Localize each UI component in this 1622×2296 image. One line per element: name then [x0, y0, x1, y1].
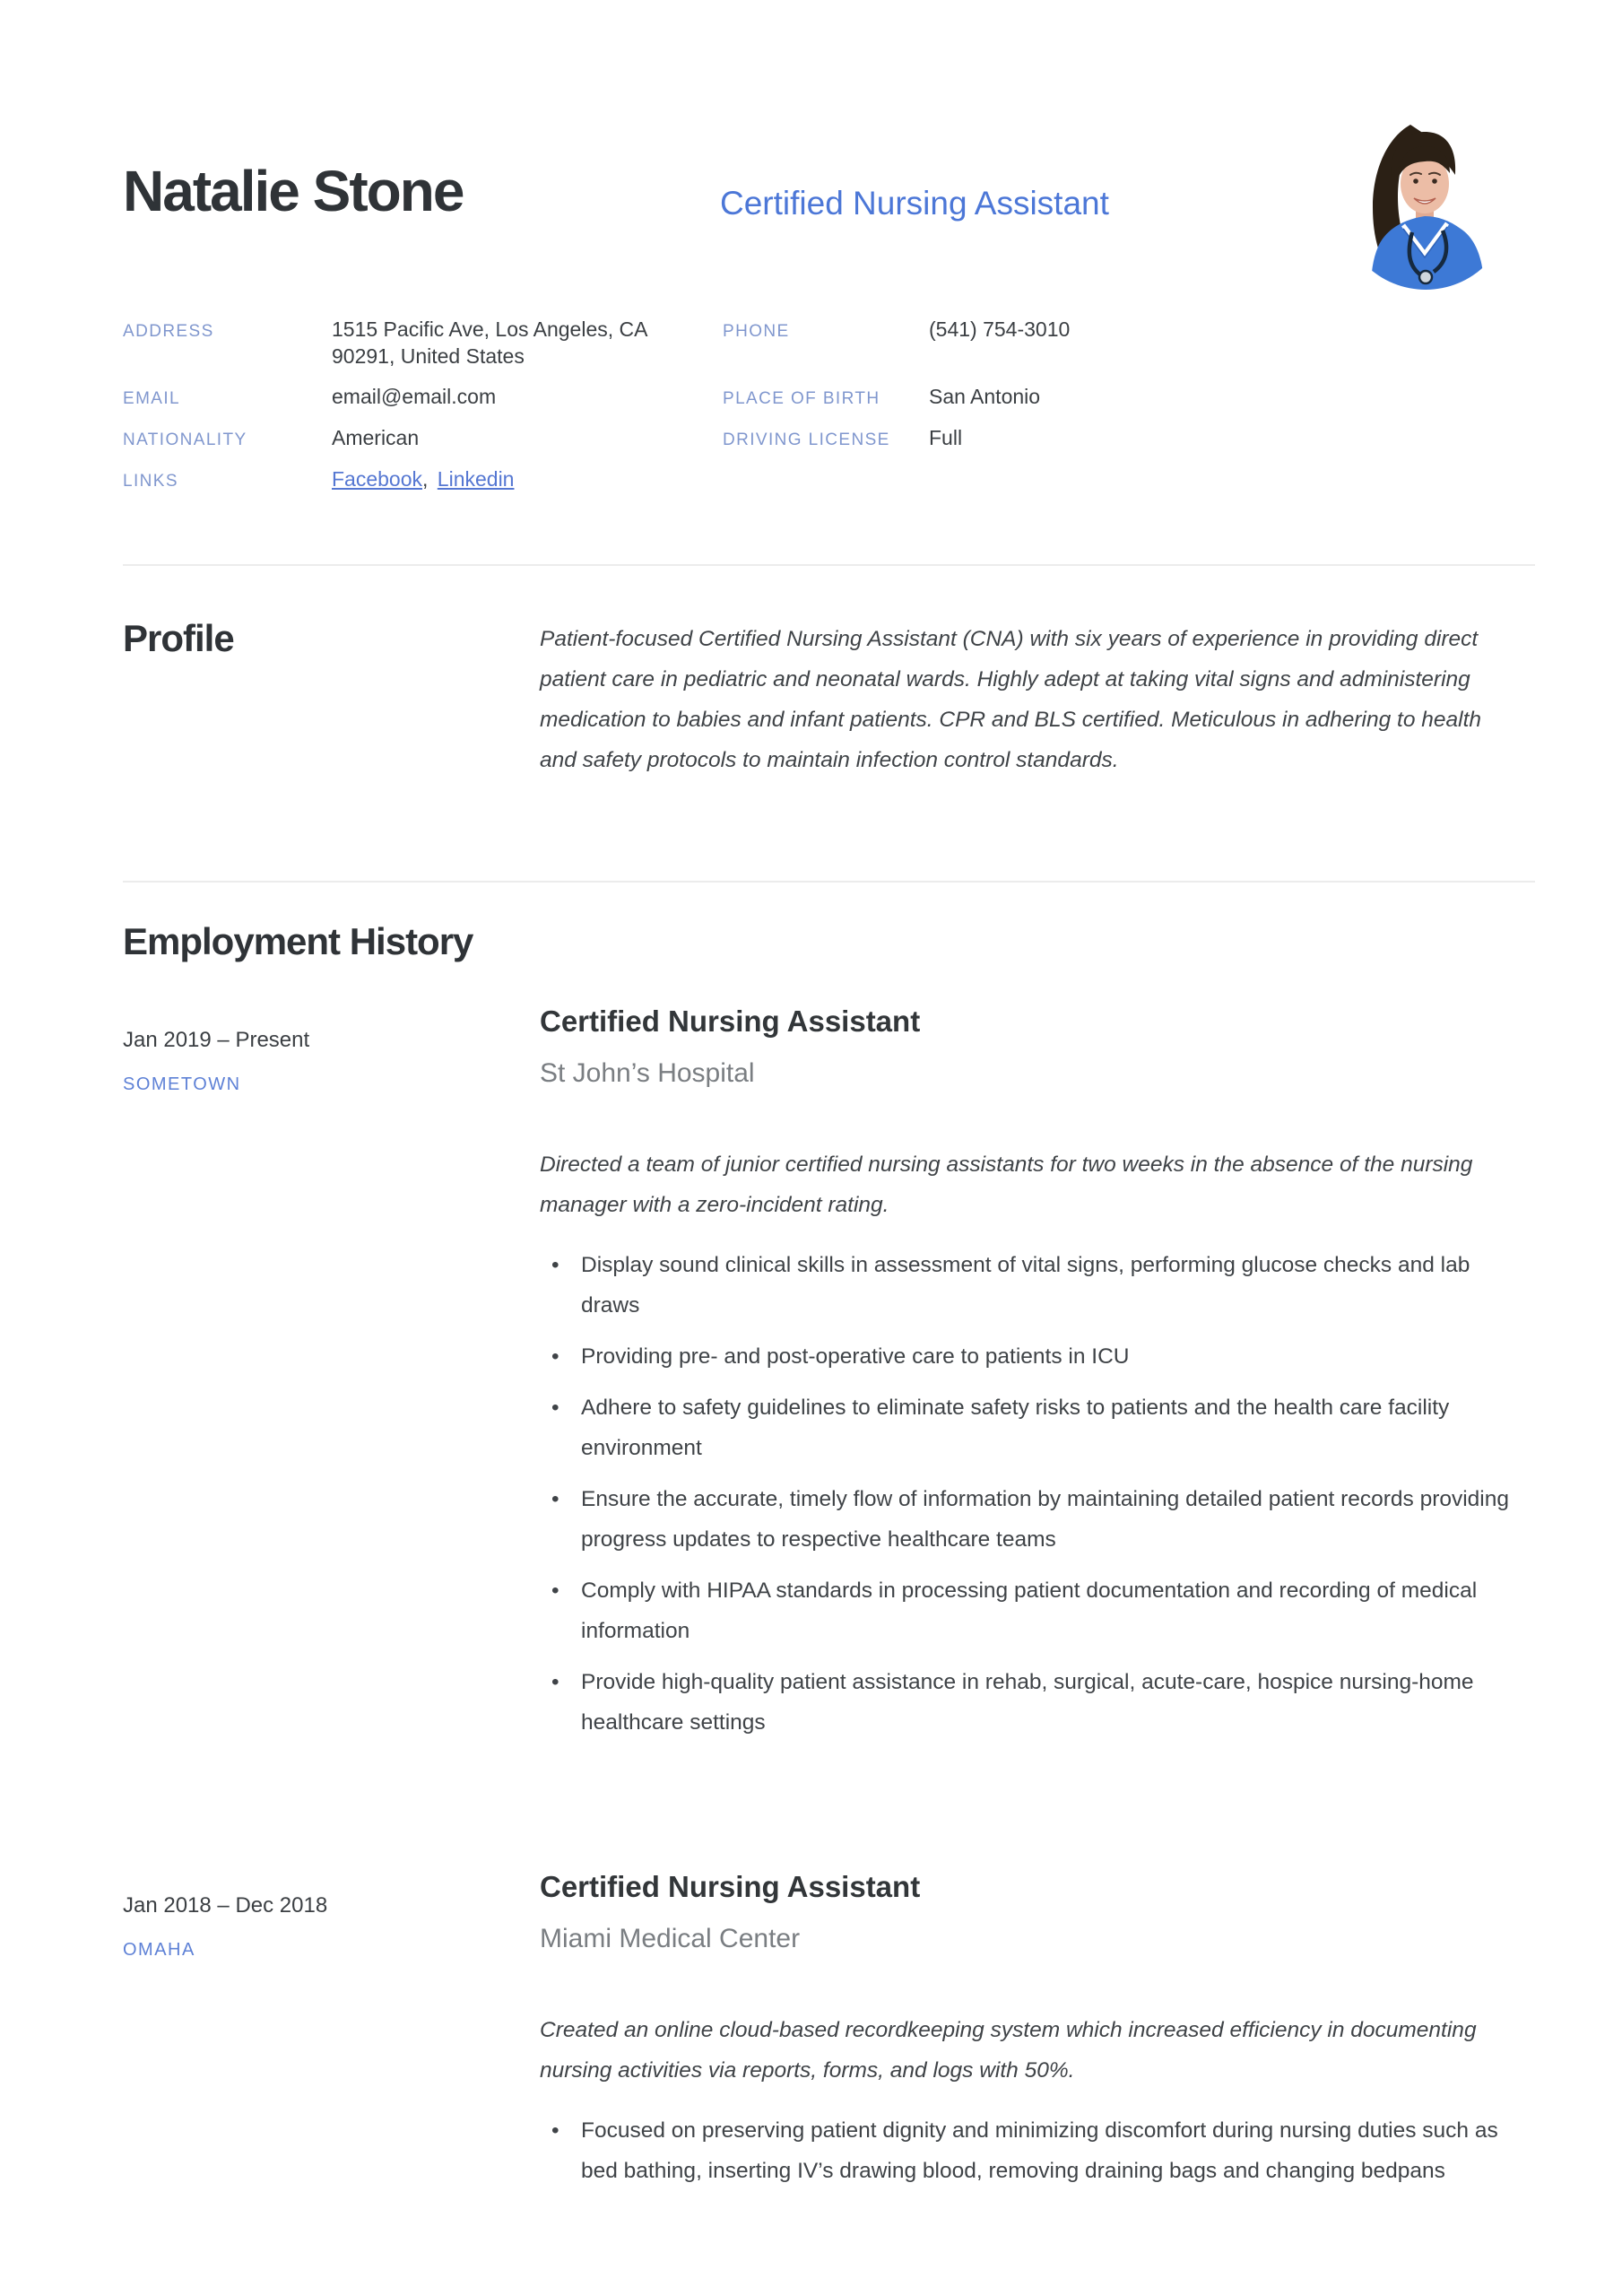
job-duty: • Provide high-quality patient assistance in rehab, surgical, acute-care, hospice nursing-home healthcare settings: [540, 1662, 1519, 1743]
address-label: ADDRESS: [123, 322, 214, 341]
driving-license-label: DRIVING LICENSE: [723, 430, 890, 449]
job-title: Certified Nursing Assistant: [540, 1870, 921, 1903]
job-duty: • Comply with HIPAA standards in processing patient documentation and recording of medical information: [540, 1570, 1519, 1651]
job-duty: • Display sound clinical skills in assessment of vital signs, performing glucose checks and lab draws: [540, 1245, 1519, 1326]
job-duty: • Providing pre- and post-operative care to patients in ICU: [540, 1336, 1519, 1377]
job-dates: Jan 2019 – Present: [123, 1028, 310, 1052]
job-duty: • Focused on preserving patient dignity and minimizing discomfort during nursing duties such as bed bathing, inserting IV’s drawing blood, removing draining bags and changing bedpans: [540, 2110, 1519, 2191]
job-dates: Jan 2018 – Dec 2018: [123, 1893, 328, 1918]
job-summary: Directed a team of junior certified nursing assistants for two weeks in the absence of the nursing manager with a zero-incident rating.: [540, 1152, 1473, 1217]
place-of-birth-value: San Antonio: [929, 385, 1041, 408]
profile-summary: Patient-focused Certified Nursing Assistant (CNA) with six years of experience in providing direct patient care in pediatric and neonatal wards. Highly adept at taking vital signs and administering medication to babies and infant patients. CPR and BLS certified. Meticulous in adhering to health and safety protocols to maintain infection control standards.: [540, 627, 1482, 772]
job-duty: • Ensure the accurate, timely flow of information by maintaining detailed patient records providing progress updates to respective healthcare teams: [540, 1479, 1519, 1560]
address-value: 1515 Pacific Ave, Los Angeles, CA 90291, United States: [332, 317, 647, 368]
job-location: OMAHA: [123, 1940, 195, 1960]
candidate-job-title: Certified Nursing Assistant: [720, 185, 1109, 222]
linkedin-link[interactable]: Linkedin: [437, 467, 515, 491]
profile-heading: Profile: [123, 617, 234, 659]
job-duty: • Adhere to safety guidelines to eliminate safety risks to patients and the health care facility environment: [540, 1387, 1519, 1468]
job-duties-list: [540, 1245, 1519, 1753]
contact-details: [123, 316, 1515, 493]
job-company: St John’s Hospital: [540, 1058, 755, 1088]
nationality-label: NATIONALITY: [123, 430, 247, 449]
employment-history-heading: Employment History: [123, 920, 473, 962]
job-location: SOMETOWN: [123, 1074, 241, 1094]
driving-license-value: Full: [929, 426, 963, 449]
section-divider: [123, 564, 1535, 566]
section-divider: [123, 881, 1535, 883]
profile-photo: [1340, 119, 1511, 290]
phone-label: PHONE: [723, 322, 790, 341]
links-separator: ,: [422, 467, 429, 491]
phone-value: (541) 754-3010: [929, 317, 1071, 341]
nationality-value: American: [332, 426, 420, 449]
job-summary: Created an online cloud-based recordkeeping system which increased efficiency in documenting nursing activities via reports, forms, and logs with 50%.: [540, 2018, 1477, 2083]
facebook-link[interactable]: Facebook: [332, 467, 423, 491]
links-value: [332, 465, 723, 492]
email-value: email@email.com: [332, 385, 497, 408]
job-title: Certified Nursing Assistant: [540, 1004, 921, 1038]
email-label: EMAIL: [123, 389, 181, 408]
candidate-name: Natalie Stone: [123, 159, 464, 223]
job-company: Miami Medical Center: [540, 1924, 801, 1953]
place-of-birth-label: PLACE OF BIRTH: [723, 389, 880, 408]
nurse-portrait-illustration: [1340, 119, 1511, 290]
links-label: LINKS: [123, 472, 178, 491]
job-duties-list: [540, 2110, 1519, 2202]
